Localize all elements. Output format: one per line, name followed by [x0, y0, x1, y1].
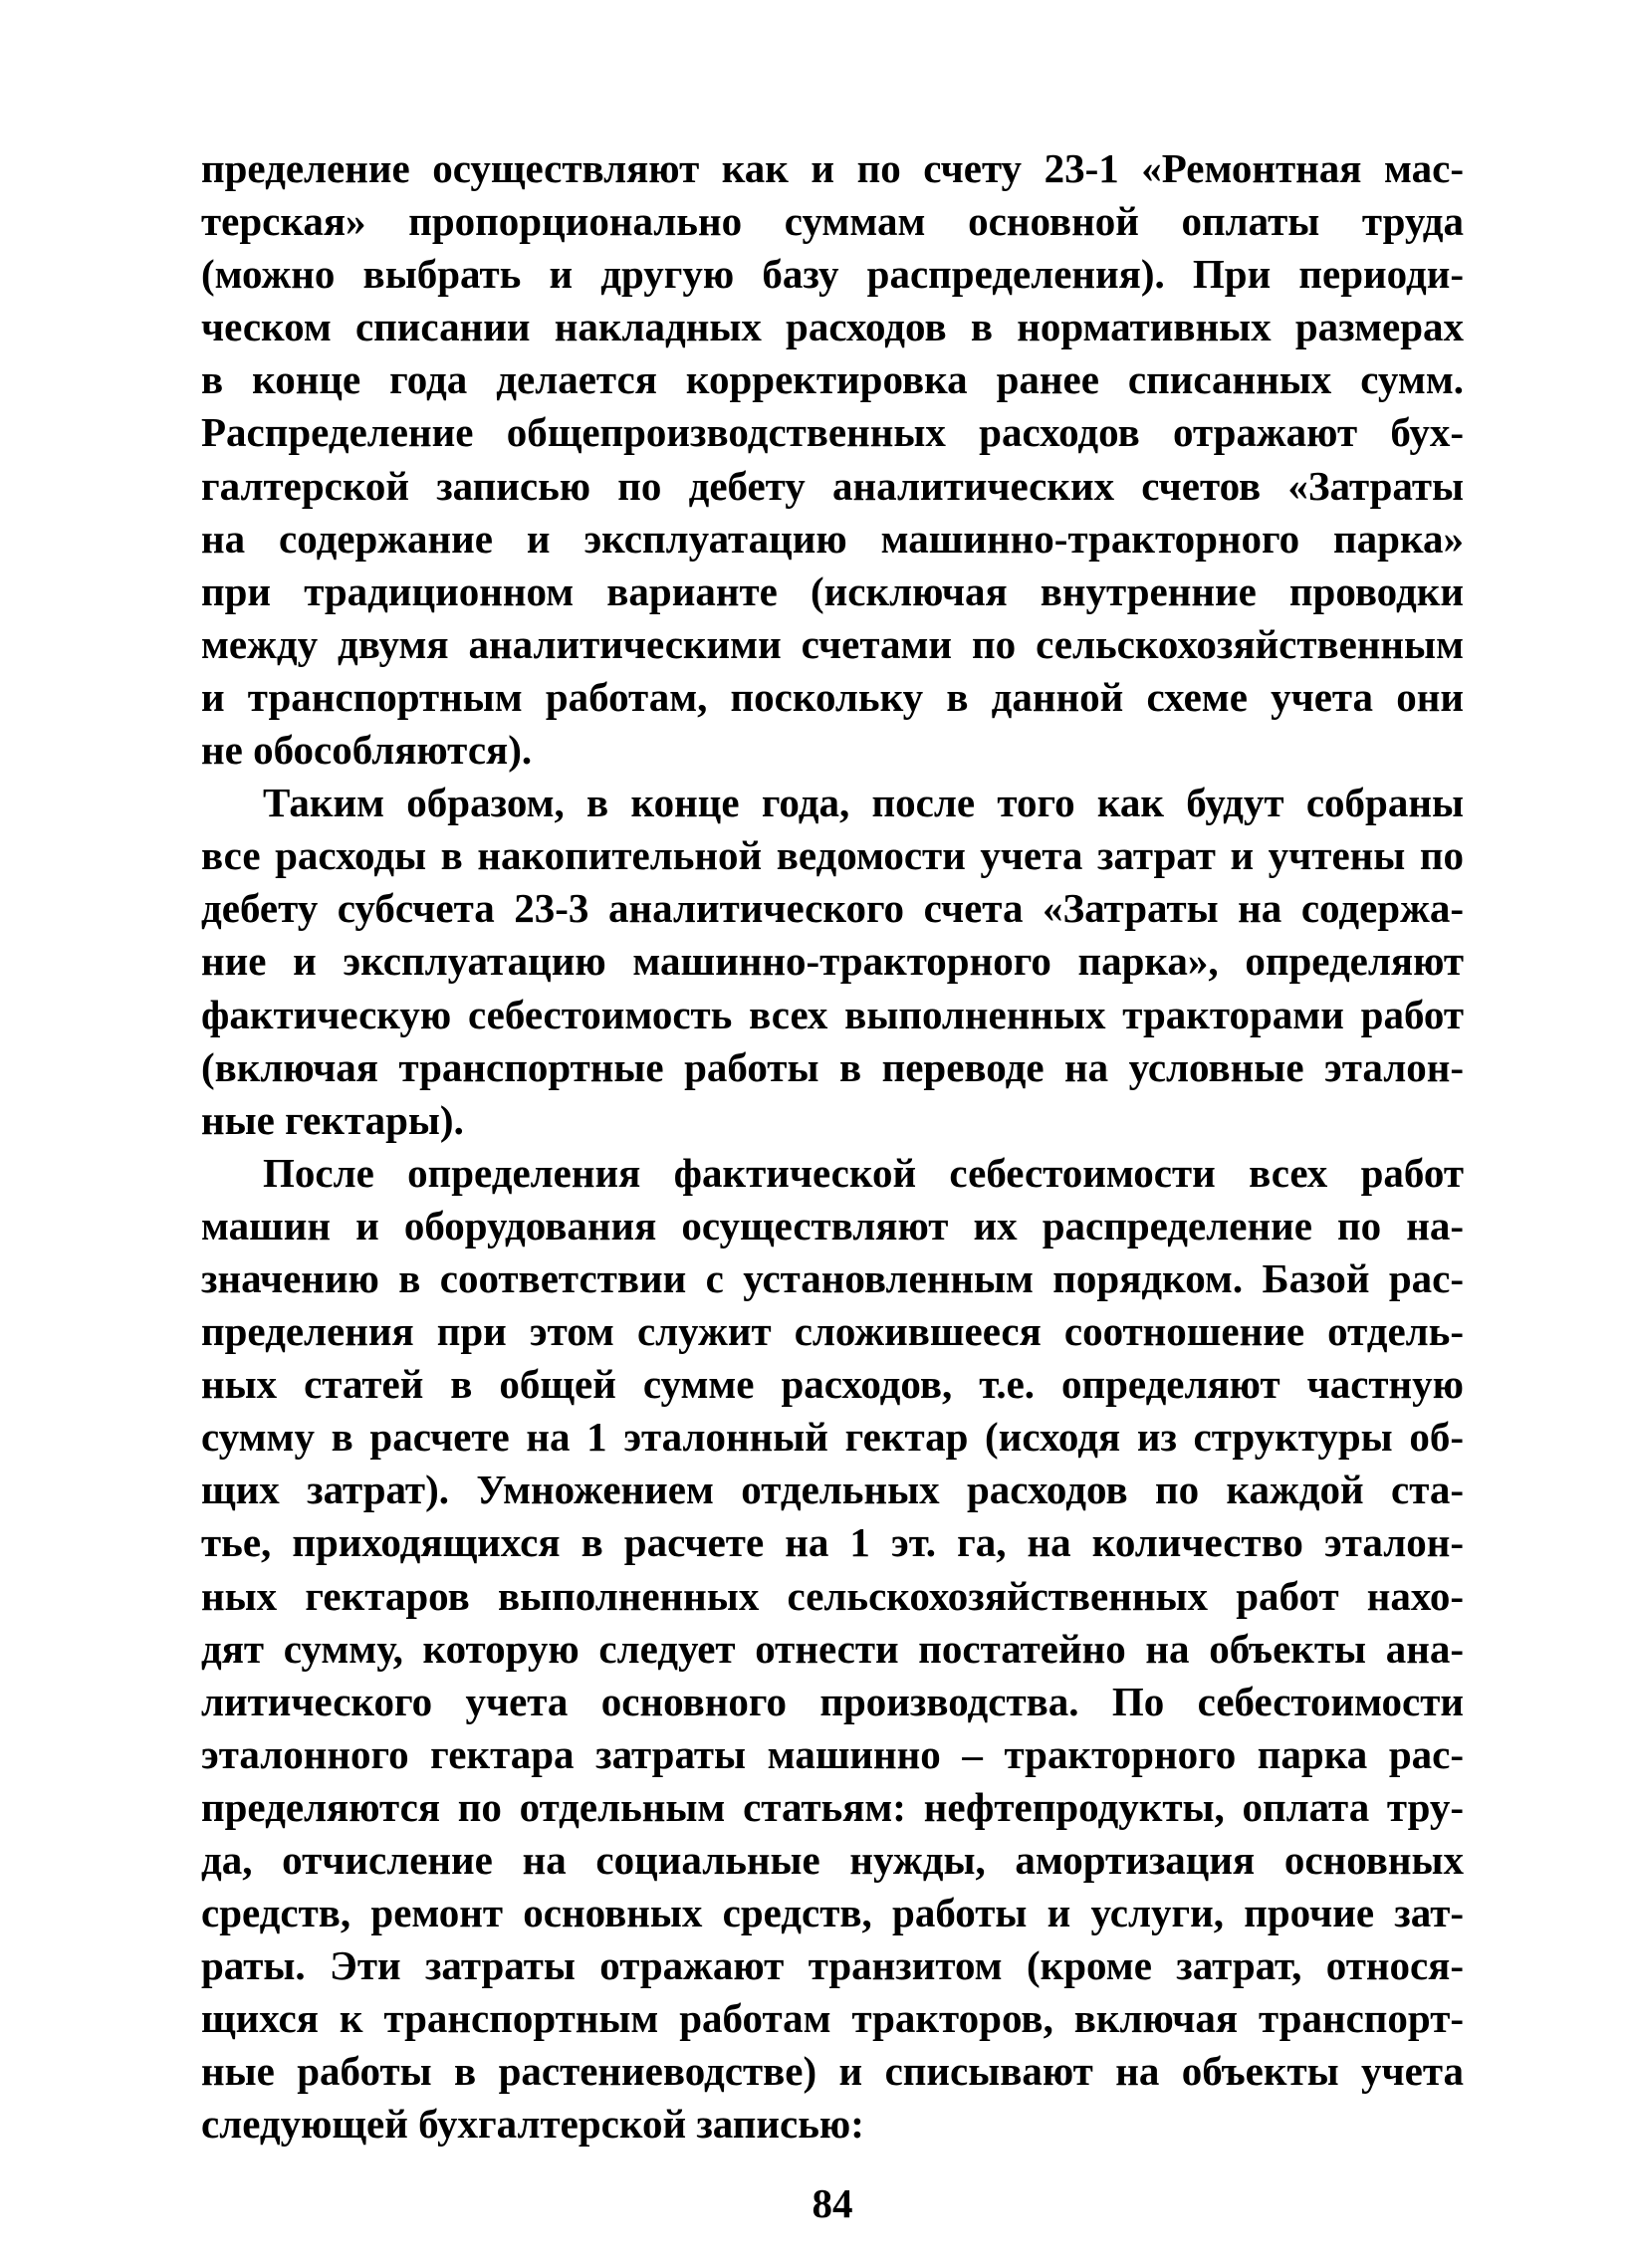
text-line: Таким образом, в конце года, после того как будут собраны [263, 780, 1464, 826]
text-line: ных гектаров выполненных сельскохозяйственных работ нахо- [201, 1572, 1464, 1619]
page-body [201, 142, 1464, 2152]
text-line: не обособляются). [201, 727, 533, 774]
text-line: между двумя аналитическими счетами по сельскохозяйственным [201, 620, 1464, 667]
paragraph [201, 777, 1464, 1147]
text-line: (можно выбрать и другую базу распределения). При периоди- [201, 251, 1464, 298]
text-line: После определения фактической себестоимости всех работ [263, 1149, 1464, 1196]
text-line: да, отчисление на социальные нужды, амортизация основных [201, 1837, 1464, 1883]
text-line: сумму в расчете на 1 эталонный гектар (исходя из структуры об- [201, 1414, 1464, 1461]
text-line: раты. Эти затраты отражают транзитом (кроме затрат, относя- [201, 1942, 1464, 1989]
text-line: пределение осуществляют как и по счету 23-1 «Ремонтная мас- [201, 145, 1464, 191]
text-line: ные гектары). [201, 1096, 464, 1143]
text-line: ные работы в растениеводстве) и списывают на объекты учета [201, 2048, 1464, 2095]
text-line: щихся к транспортным работам тракторов, включая транспорт- [201, 1995, 1464, 2042]
text-line: дебету субсчета 23-3 аналитического счета «Затраты на содержа- [201, 885, 1464, 932]
text-line: терская» пропорционально суммам основной оплаты труда [201, 198, 1464, 245]
text-line: фактическую себестоимость всех выполненных тракторами работ [201, 991, 1464, 1037]
text-line: дят сумму, которую следует отнести постатейно на объекты ана- [201, 1625, 1464, 1672]
text-line: литического учета основного производства. По себестоимости [201, 1678, 1464, 1724]
text-line: и транспортным работам, поскольку в данной схеме учета они [201, 673, 1464, 720]
text-line: пределяются по отдельным статьям: нефтепродукты, оплата тру- [201, 1783, 1464, 1830]
text-line: щих затрат). Умножением отдельных расходов по каждой ста- [201, 1467, 1464, 1513]
text-line: тье, приходящихся в расчете на 1 эт. га, на количество эталон- [201, 1519, 1464, 1566]
text-line: ных статей в общей сумме расходов, т.е. определяют частную [201, 1361, 1464, 1408]
page-number: 84 [812, 2179, 853, 2226]
paragraph [201, 142, 1464, 777]
text-line: значению в соответствии с установленным порядком. Базой рас- [201, 1254, 1464, 1301]
text-line: пределения при этом служит сложившееся соотношение отдель- [201, 1308, 1464, 1355]
text-line: эталонного гектара затраты машинно – тракторного парка рас- [201, 1730, 1464, 1777]
text-line: ние и эксплуатацию машинно-тракторного парка», определяют [201, 938, 1464, 985]
text-line: ческом списании накладных расходов в нормативных размерах [201, 304, 1464, 350]
text-line: в конце года делается корректировка ранее списанных сумм. [201, 356, 1464, 403]
text-line: средств, ремонт основных средств, работы и услуги, прочие зат- [201, 1890, 1464, 1936]
text-line: (включая транспортные работы в переводе на условные эталон- [201, 1043, 1464, 1090]
paragraph [201, 1147, 1464, 2152]
text-line: все расходы в накопительной ведомости учета затрат и учтены по [201, 832, 1464, 879]
text-line: галтерской записью по дебету аналитических счетов «Затраты [201, 462, 1464, 509]
text-line: машин и оборудования осуществляют их распределение по на- [201, 1202, 1464, 1248]
text-line: следующей бухгалтерской записью: [201, 2101, 864, 2148]
text-line: при традиционном варианте (исключая внутренние проводки [201, 567, 1464, 614]
text-line: Распределение общепроизводственных расходов отражают бух- [201, 409, 1464, 456]
text-line: на содержание и эксплуатацию машинно-тракторного парка» [201, 515, 1464, 562]
